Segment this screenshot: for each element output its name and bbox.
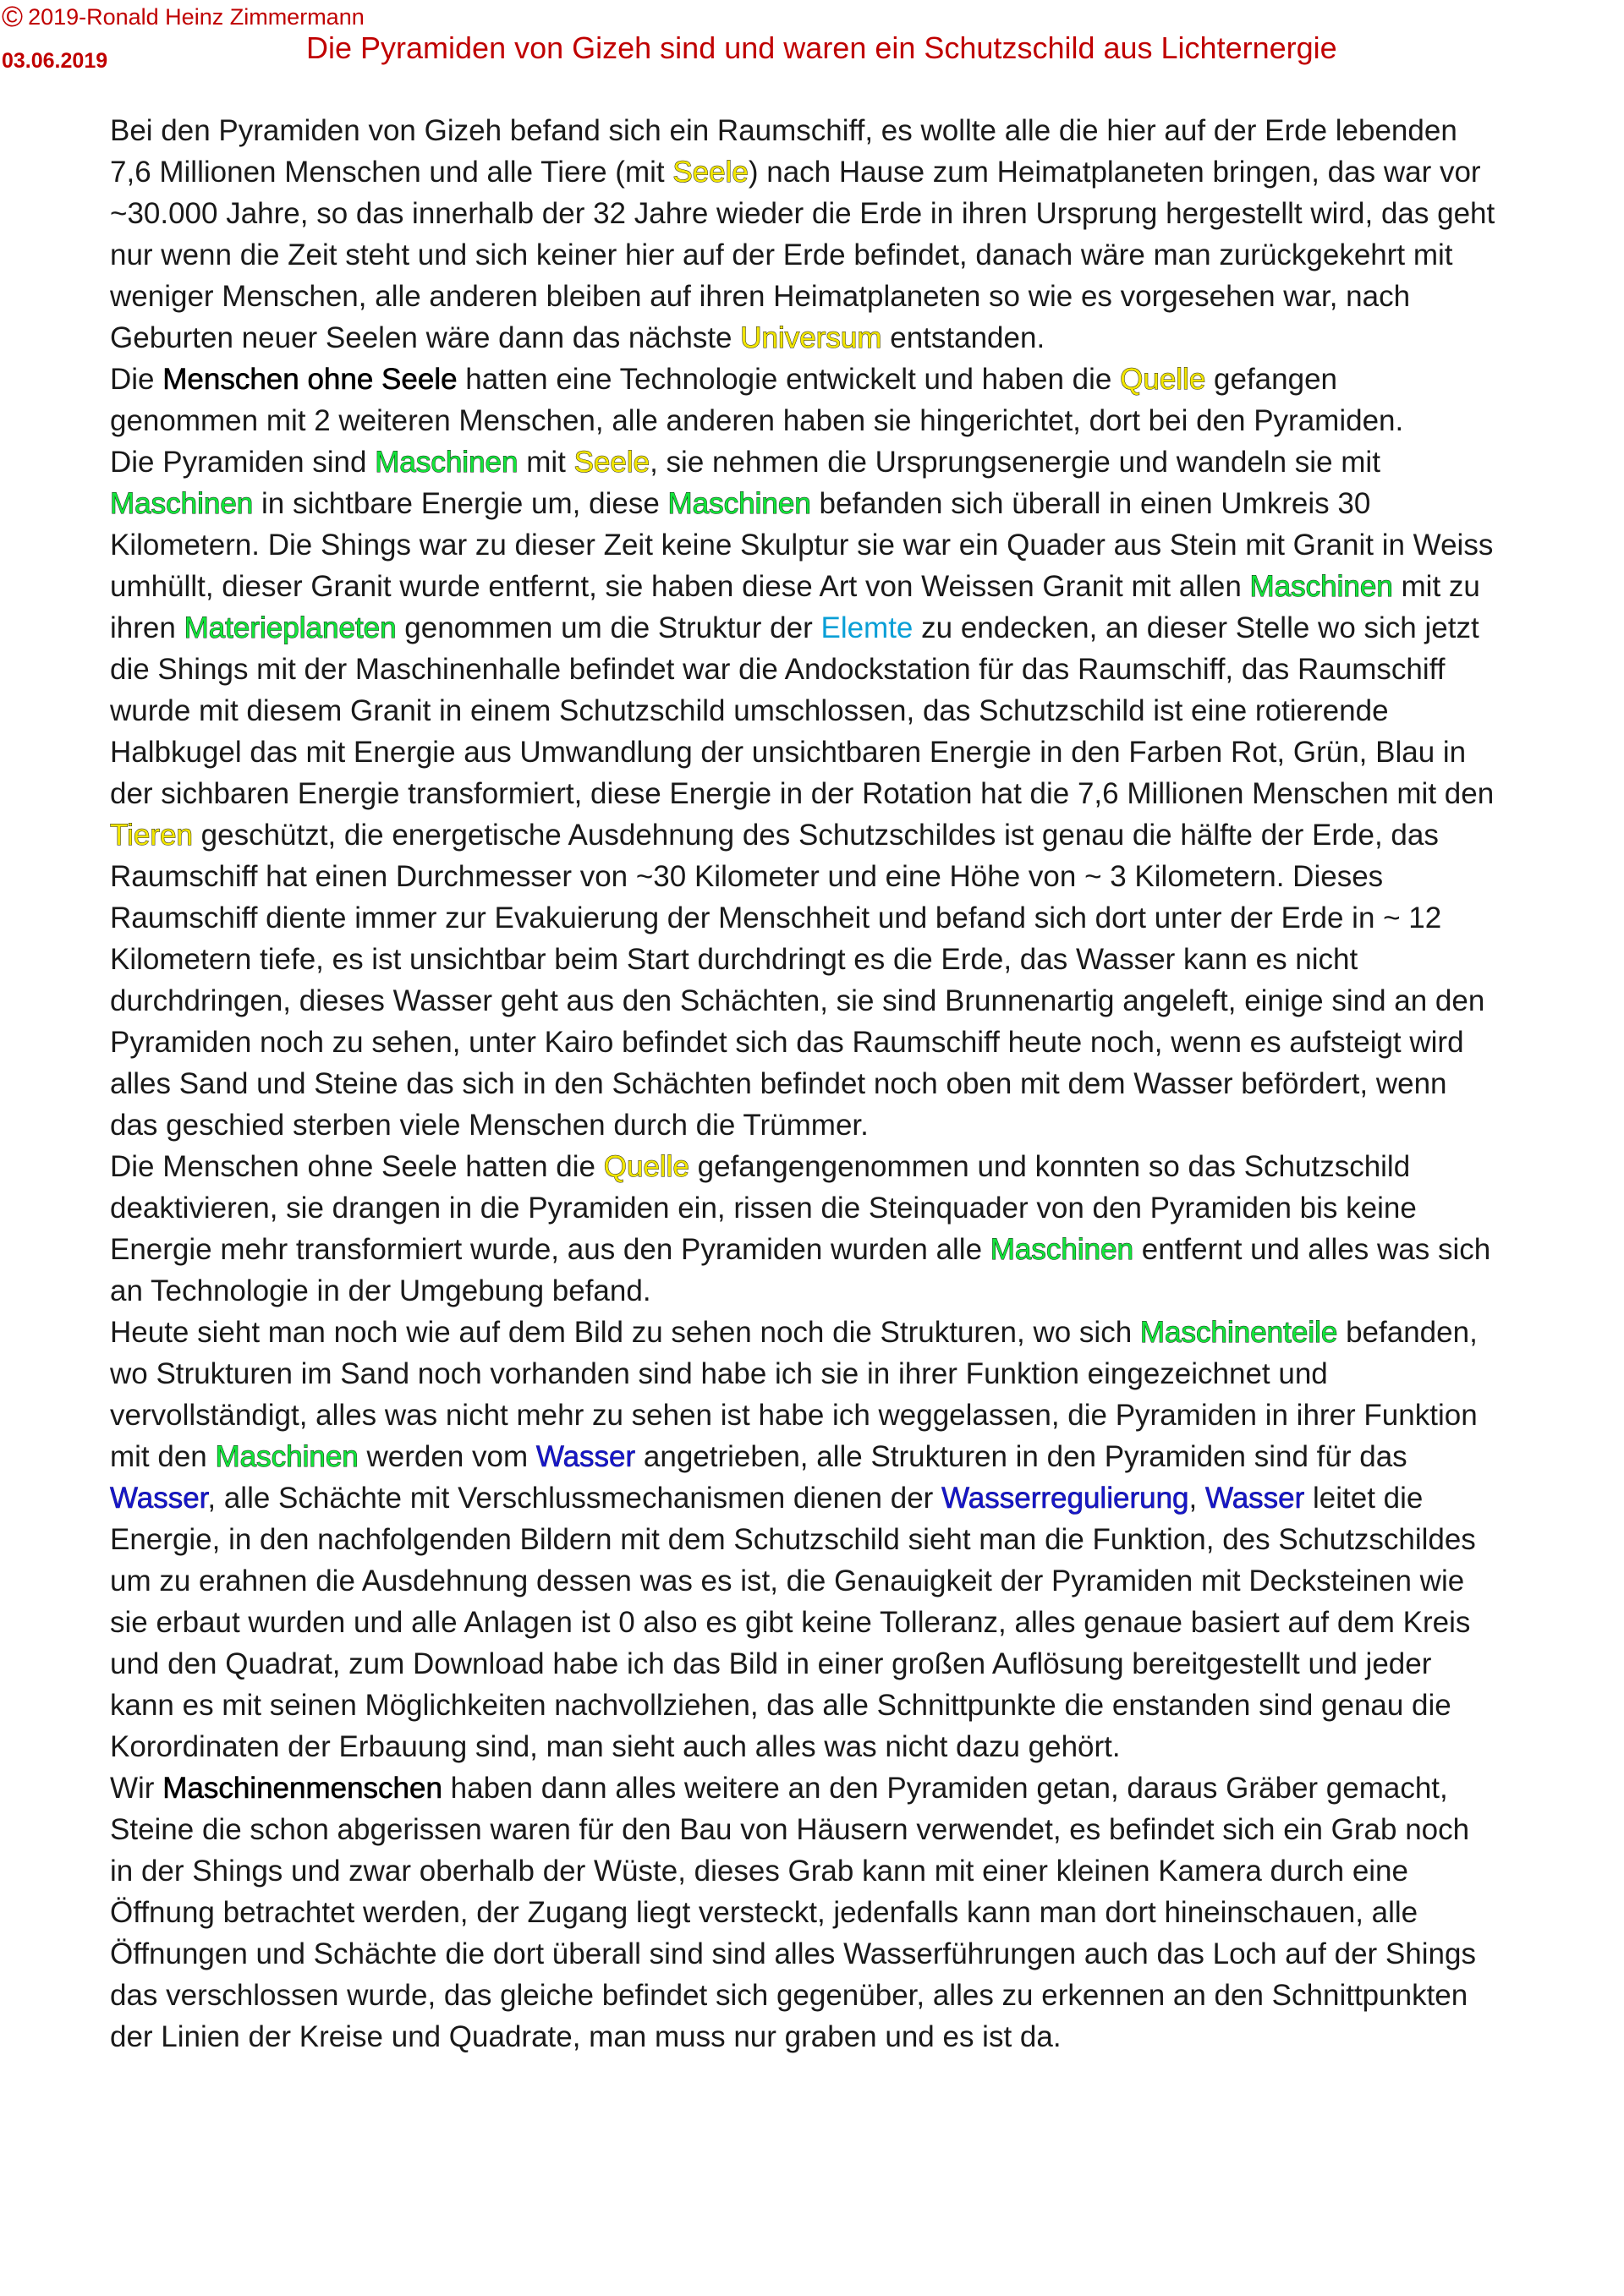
text-line [110, 649, 1548, 690]
text-segment: 7,6 Millionen Menschen und alle Tiere (mit [110, 156, 673, 189]
text-line [110, 276, 1548, 317]
text-line [110, 1187, 1548, 1229]
text-segment: und den Quadrat, zum Download habe ich das Bild in einer großen Auflösung bereitgestellt und jeder [110, 1647, 1432, 1680]
text-segment: mit [518, 446, 574, 479]
text-segment: weniger Menschen, alle anderen bleiben auf ihren Heimatplaneten so wie es vorgesehen war, nach [110, 280, 1411, 313]
text-line [110, 897, 1548, 939]
text-segment: kann es mit seinen Möglichkeiten nachvollziehen, das alle Schnittpunkte die enstanden sind genau die [110, 1689, 1451, 1722]
text-segment: Energie mehr transformiert wurde, aus den Pyramiden wurden alle [110, 1233, 990, 1266]
text-line [110, 1560, 1548, 1602]
text-segment: alles Sand und Steine das sich in den Schächten befindet noch oben mit dem Wasser befördert, wenn [110, 1067, 1447, 1100]
text-segment: genommen mit 2 weiteren Menschen, alle anderen haben sie hingerichtet, dort bei den Pyramiden. [110, 404, 1404, 437]
text-line [110, 1104, 1548, 1146]
text-line [110, 1643, 1548, 1685]
text-line [110, 1270, 1548, 1312]
text-segment: Öffnungen und Schächte die dort überall sind sind alles Wasserführungen auch das Loch auf der Shings [110, 1937, 1476, 1970]
text-line [110, 980, 1548, 1022]
text-line [110, 1975, 1548, 2016]
document-date: 03.06.2019 [2, 49, 108, 73]
text-segment: wurde mit diesem Granit in einem Schutzschild umschlossen, das Schutzschild ist eine rotierende [110, 694, 1389, 727]
text-line [110, 1850, 1548, 1892]
text-segment: Energie, in den nachfolgenden Bildern mit dem Schutzschild sieht man die Funktion, des Schutzschildes [110, 1523, 1476, 1556]
text-segment: der Linien der Kreise und Quadrate, man muss nur graben und es ist da. [110, 2020, 1062, 2053]
text-segment: ) nach Hause zum Heimatplaneten bringen, das war vor [748, 156, 1481, 189]
text-segment: Korordinaten der Erbauung sind, man sieht auch alles was nicht dazu gehört. [110, 1730, 1121, 1763]
text-segment: vervollständigt, alles was nicht mehr zu sehen ist habe ich weggelassen, die Pyramiden in ihrer Funktion [110, 1399, 1478, 1432]
text-line [110, 732, 1548, 773]
text-segment: entfernt und alles was sich [1133, 1233, 1491, 1266]
highlighted-word: Wasserregulierung [941, 1482, 1189, 1515]
text-line [110, 317, 1548, 359]
text-segment: mit den [110, 1440, 216, 1473]
text-line [110, 110, 1548, 151]
highlighted-word: Maschinenteile [1139, 1316, 1338, 1349]
text-line [110, 524, 1548, 566]
text-line [110, 1767, 1548, 1809]
text-segment: , alle Schächte mit Verschlussmechanismen dienen der [207, 1482, 942, 1515]
text-segment: Raumschiff diente immer zur Evakuierung der Menschheit und befand sich dort unter der Erde in ~ 12 [110, 901, 1442, 934]
highlighted-word: Wasser [535, 1440, 636, 1473]
copyright-text: 2019-Ronald Heinz Zimmermann [28, 4, 365, 30]
text-line [110, 566, 1548, 607]
text-segment: gefangengenommen und konnten so das Schutzschild [689, 1150, 1411, 1183]
text-segment: die Shings mit der Maschinenhalle befindet war die Andockstation für das Raumschiff, das Raumschiff [110, 653, 1446, 686]
text-segment: geschützt, die energetische Ausdehnung des Schutzschildes ist genau die hälfte der Erde, das [192, 819, 1439, 852]
text-line [110, 1353, 1548, 1395]
highlighted-word: Maschinen [215, 1440, 359, 1473]
text-segment: Raumschiff hat einen Durchmesser von ~30 Kilometer und eine Höhe von ~ 3 Kilometern. Dieses [110, 860, 1384, 893]
text-segment: entstanden. [881, 321, 1045, 354]
text-segment: Halbkugel das mit Energie aus Umwandlung der unsichtbaren Energie in den Farben Rot, Grün, Blau in [110, 736, 1467, 769]
text-line [110, 193, 1548, 234]
text-line [110, 1519, 1548, 1560]
text-line [110, 1602, 1548, 1643]
text-segment: an Technologie in der Umgebung befand. [110, 1274, 651, 1307]
text-segment: in sichtbare Energie um, diese [253, 487, 668, 520]
text-segment: befanden sich überall in einen Umkreis 30 [810, 487, 1371, 520]
copyright-line [2, 1, 365, 33]
text-line [110, 400, 1548, 441]
text-segment: gefangen [1205, 363, 1338, 396]
text-segment: werden vom [358, 1440, 536, 1473]
text-segment: wo Strukturen im Sand noch vorhanden sind habe ich sie in ihrer Funktion eingezeichnet und [110, 1357, 1328, 1390]
text-line [110, 1436, 1548, 1477]
text-segment: Geburten neuer Seelen wäre dann das nächste [110, 321, 741, 354]
text-segment: Bei den Pyramiden von Gizeh befand sich ein Raumschiff, es wollte alle die hier auf der Erde lebenden [110, 114, 1457, 147]
text-line [110, 939, 1548, 980]
text-segment: Pyramiden noch zu sehen, unter Kairo befindet sich das Raumschiff heute noch, wenn es aufsteigt wird [110, 1026, 1464, 1059]
highlighted-word: Menschen ohne Seele [162, 363, 458, 396]
text-line [110, 2016, 1548, 2058]
text-line [110, 1063, 1548, 1104]
text-segment: in der Shings und zwar oberhalb der Wüste, dieses Grab kann mit einer kleinen Kamera durch eine [110, 1855, 1408, 1888]
text-segment: um zu erahnen die Ausdehnung dessen was es ist, die Genauigkeit der Pyramiden mit Decksteinen wie [110, 1564, 1465, 1597]
highlighted-word: Maschinenmenschen [162, 1772, 442, 1805]
text-line [110, 483, 1548, 524]
highlighted-word: Universum [740, 321, 882, 354]
text-segment: Kilometern. Die Shings war zu dieser Zeit keine Skulptur sie war ein Quader aus Stein mit Granit in Weiss [110, 529, 1494, 562]
text-line [110, 1022, 1548, 1063]
highlighted-word: Maschinen [1249, 570, 1393, 603]
text-segment: hatten eine Technologie entwickelt und haben die [457, 363, 1121, 396]
text-segment: deaktivieren, sie drangen in die Pyramiden ein, rissen die Steinquader von den Pyramiden bis keine [110, 1192, 1417, 1225]
text-segment: Kilometern tiefe, es ist unsichtbar beim Start durchdringt es die Erde, das Wasser kann es nicht [110, 943, 1358, 976]
text-segment: ~30.000 Jahre, so das innerhalb der 32 Jahre wieder die Erde in ihren Ursprung hergestellt wird, das geht [110, 197, 1495, 230]
text-segment: Heute sieht man noch wie auf dem Bild zu sehen noch die Strukturen, wo sich [110, 1316, 1140, 1349]
body-text [110, 110, 1548, 2058]
highlighted-word: Quelle [603, 1150, 689, 1183]
text-segment: Öffnung betrachtet werden, der Zugang liegt versteckt, jedenfalls kann man dort hineinschauen, alle [110, 1896, 1418, 1929]
text-segment: Steine die schon abgerissen waren für den Bau von Häusern verwendet, es befindet sich ein Grab noch [110, 1813, 1470, 1846]
text-line [110, 359, 1548, 400]
text-line [110, 1229, 1548, 1270]
text-line [110, 151, 1548, 193]
text-line [110, 690, 1548, 732]
text-line [110, 1809, 1548, 1850]
text-segment: , sie nehmen die Ursprungsenergie und wandeln sie mit [650, 446, 1380, 479]
text-line [110, 607, 1548, 649]
text-line [110, 814, 1548, 856]
copyright-symbol: © [2, 1, 24, 33]
text-line [110, 1312, 1548, 1353]
text-segment: sie erbaut wurden und alle Anlagen ist 0 also es gibt keine Tolleranz, alles genaue basiert auf dem Kreis [110, 1606, 1471, 1639]
highlighted-word: Materieplaneten [184, 611, 397, 644]
text-segment: umhüllt, dieser Granit wurde entfernt, sie haben diese Art von Weissen Granit mit allen [110, 570, 1250, 603]
text-segment: das verschlossen wurde, das gleiche befindet sich gegenüber, alles zu erkennen an den Schnittpunkten [110, 1979, 1468, 2012]
text-line [110, 441, 1548, 483]
text-segment: Wir [110, 1772, 163, 1805]
text-segment: ihren [110, 611, 184, 644]
text-line [110, 1477, 1548, 1519]
text-line [110, 1933, 1548, 1975]
text-segment: Die Pyramiden sind [110, 446, 376, 479]
colored-word: Elemte [820, 611, 914, 644]
text-line [110, 234, 1548, 276]
highlighted-word: Seele [672, 156, 749, 189]
text-line [110, 1395, 1548, 1436]
text-line [110, 1892, 1548, 1933]
highlighted-word: Maschinen [375, 446, 518, 479]
text-segment: das geschied sterben viele Menschen durch die Trümmer. [110, 1109, 869, 1142]
text-segment: zu endecken, an dieser Stelle wo sich jetzt [913, 611, 1479, 644]
highlighted-word: Maschinen [667, 487, 811, 520]
text-line [110, 773, 1548, 814]
text-segment: mit zu [1392, 570, 1480, 603]
text-segment: angetrieben, alle Strukturen in den Pyramiden sind für das [635, 1440, 1407, 1473]
text-segment: , [1188, 1482, 1205, 1515]
text-segment: durchdringen, dieses Wasser geht aus den Schächten, sie sind Brunnenartig angeleft, einige sind an den [110, 984, 1485, 1017]
highlighted-word: Quelle [1120, 363, 1206, 396]
highlighted-word: Maschinen [990, 1233, 1134, 1266]
text-line [110, 1146, 1548, 1187]
text-line [110, 856, 1548, 897]
text-segment: leitet die [1304, 1482, 1424, 1515]
text-line [110, 1726, 1548, 1767]
text-segment: haben dann alles weitere an den Pyramiden getan, daraus Gräber gemacht, [442, 1772, 1448, 1805]
text-segment: Die Menschen ohne Seele hatten die [110, 1150, 604, 1183]
highlighted-word: Maschinen [110, 487, 254, 520]
text-line [110, 1685, 1548, 1726]
highlighted-word: Wasser [1204, 1482, 1305, 1515]
document-title: Die Pyramiden von Gizeh sind und waren ein Schutzschild aus Lichternergie [306, 30, 1337, 65]
text-segment: genommen um die Struktur der [396, 611, 821, 644]
text-segment: nur wenn die Zeit steht und sich keiner hier auf der Erde befindet, danach wäre man zurückgekehrt mit [110, 238, 1453, 271]
text-segment: befanden, [1337, 1316, 1478, 1349]
highlighted-word: Tieren [110, 819, 193, 852]
text-segment: Die [110, 363, 163, 396]
highlighted-word: Seele [573, 446, 650, 479]
text-segment: der sichbaren Energie transformiert, diese Energie in der Rotation hat die 7,6 Millionen Menschen mit den [110, 777, 1495, 810]
highlighted-word: Wasser [110, 1482, 208, 1515]
